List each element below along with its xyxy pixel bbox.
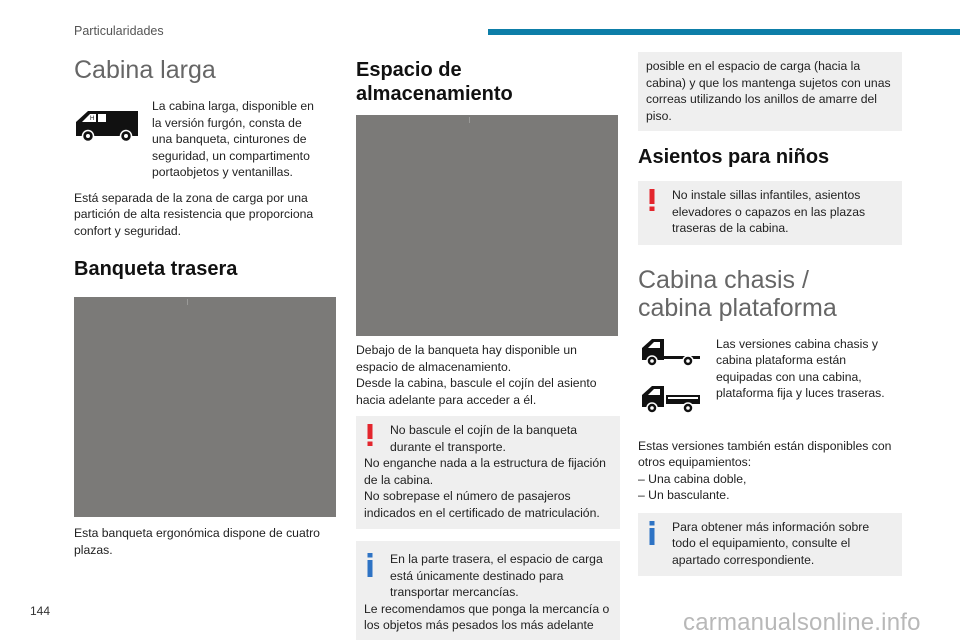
cabina-chasis-title: Cabina chasis / cabina plataforma (638, 265, 837, 322)
warning-text-3: No sobrepase el número de pasajeros indicados en el certificado de matriculación. (364, 489, 600, 520)
warning-note (356, 416, 620, 529)
warning-icon (648, 189, 656, 211)
warning-text-2: No enganche nada a la estructura de fijación de la cabina. (364, 456, 606, 487)
almacenamiento-title: Espacio de almacenamiento (356, 59, 513, 105)
asientos-warning-text: No instale sillas infantiles, asientos elevadores o capazos en las plazas traseras de la cabina. (672, 188, 866, 235)
almacenamiento-text-1: Debajo de la banqueta hay disponible un espacio de almacenamiento. (356, 343, 577, 374)
column-3 (638, 52, 902, 576)
asientos-warning-note (638, 181, 902, 245)
info-note-2 (638, 513, 902, 577)
info-icon (648, 521, 656, 545)
watermark: carmanualsonline.info (683, 609, 921, 636)
versions-intro: Estas versiones también están disponibles con otros equipamientos: (638, 438, 892, 469)
chassis-cab-icon (638, 336, 716, 373)
info-text-1: En la parte trasera, el espacio de carga está únicamente destinado para transportar mercancías. (390, 552, 603, 599)
asientos-title: Asientos para niños (638, 146, 830, 168)
almacenamiento-photo (356, 115, 618, 336)
warning-icon (366, 424, 374, 446)
warning-text-1: No bascule el cojín de la banqueta durante el transporte. (390, 423, 578, 454)
column-1 (74, 52, 336, 558)
cabina-larga-title: Cabina larga (74, 56, 216, 84)
cabina-larga-description: La cabina larga, disponible en la versión furgón, consta de una banqueta, cinturones de seguridad, un compartimento portaobjetos y ventanillas. (152, 99, 314, 179)
banqueta-description: Esta banqueta ergonómica dispone de cuatro plazas. (74, 526, 320, 557)
versions-item-1: – Una cabina doble, (638, 471, 747, 486)
header-section-label: Particularidades (74, 24, 164, 38)
info-note (356, 541, 620, 640)
van-icon (74, 98, 152, 181)
info-text-2: Le recomendamos que ponga la mercancía o los objetos más pesados los más adelante (364, 601, 610, 632)
cabina-chasis-description: Las versiones cabina chasis y cabina plataforma están equipadas con una cabina, plataforma fija y luces traseras. (716, 336, 885, 400)
info-continuation-text: posible en el espacio de carga (hacia la cabina) y que los mantenga sujetos con unas correas utilizando los anillos de amarre del piso. (646, 59, 891, 123)
info-note-continuation (638, 52, 902, 131)
banqueta-photo (74, 297, 336, 517)
cabina-larga-description-2: Está separada de la zona de carga por una partición de alta resistencia que proporciona confort y seguridad. (74, 190, 314, 238)
versions-item-2: – Un basculante. (638, 488, 730, 502)
almacenamiento-text-2: Desde la cabina, bascule el cojín del asiento hacia adelante para acceder a él. (356, 376, 597, 407)
svg-text:H: H (90, 116, 95, 122)
page-number: 144 (30, 604, 51, 618)
header-accent-bar (488, 29, 960, 35)
info-note-2-text: Para obtener más información sobre todo el equipamiento, consulte el apartado correspondiente. (672, 519, 870, 567)
column-2 (356, 52, 620, 640)
info-icon (366, 553, 374, 577)
banqueta-trasera-title: Banqueta trasera (74, 258, 238, 280)
platform-truck-icon (638, 383, 716, 420)
